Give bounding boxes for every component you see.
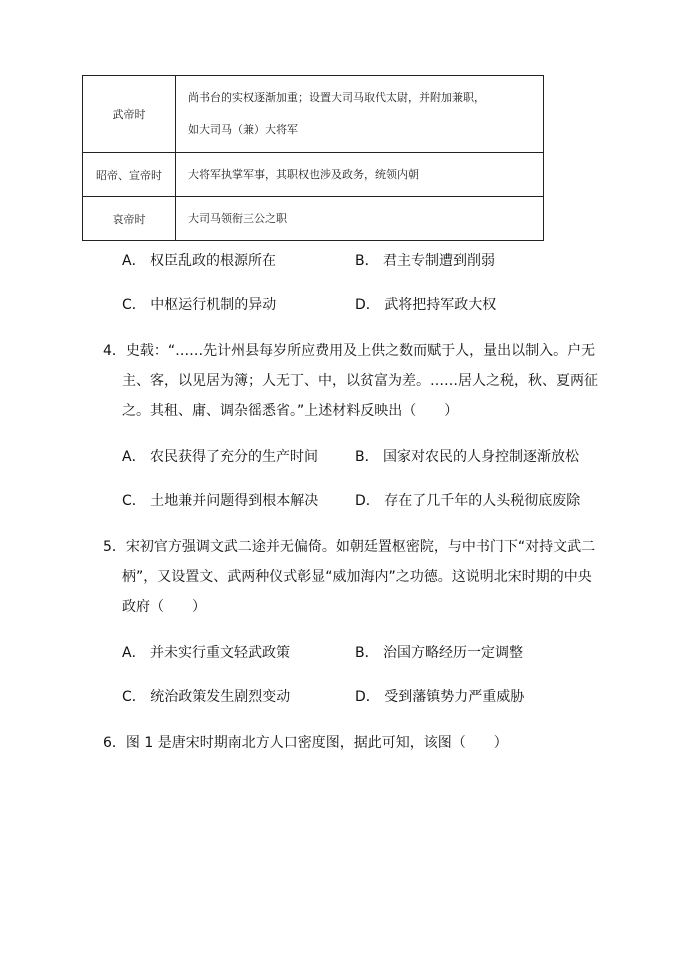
q4-stem-line: 4．史载：“……先计州县每岁所应费用及上供之数而赋于人，量出以制入。户无 bbox=[103, 343, 596, 359]
q4-option-d[interactable]: D． 存在了几千年的人头税彻底废除 bbox=[355, 493, 581, 509]
q5-option-c[interactable]: C． 统治政策发生剧烈变动 bbox=[122, 689, 291, 705]
history-table bbox=[82, 75, 544, 241]
desc-cell bbox=[176, 153, 544, 197]
desc-line: 大将军执掌军事，其职权也涉及政务，统领内朝 bbox=[188, 167, 419, 181]
era-cell: 哀帝时 bbox=[83, 197, 176, 241]
desc-line: 如大司马（兼）大将军 bbox=[188, 123, 298, 136]
q4-option-c[interactable]: C． 土地兼并问题得到根本解决 bbox=[122, 493, 319, 509]
table-row bbox=[83, 76, 544, 153]
q3-option-b[interactable]: B． 君主专制遭到削弱 bbox=[355, 253, 496, 269]
q5-stem-line: 5．宋初官方强调文武二途并无偏倚。如朝廷置枢密院，与中书门下“对持文武二 bbox=[103, 539, 596, 555]
q5-option-b[interactable]: B． 治国方略经历一定调整 bbox=[355, 645, 524, 661]
q5-stem-line: 柄”，又设置文、武两种仪式彰显“威加海内”之功德。这说明北宋时期的中央 bbox=[122, 569, 592, 585]
q6-stem-line: 6．图 1 是唐宋时期南北方人口密度图，据此可知，该图（ ） bbox=[103, 735, 508, 751]
q4-stem-line: 之。其租、庸、调杂徭悉省。”上述材料反映出（ ） bbox=[122, 403, 459, 419]
q4-option-b[interactable]: B． 国家对农民的人身控制逐渐放松 bbox=[355, 449, 580, 465]
table-row bbox=[83, 153, 544, 197]
q3-option-c[interactable]: C． 中枢运行机制的异动 bbox=[122, 297, 277, 313]
q4-option-a[interactable]: A． 农民获得了充分的生产时间 bbox=[122, 449, 319, 465]
q3-option-d[interactable]: D． 武将把持军政大权 bbox=[355, 297, 497, 313]
desc-line: 尚书台的实权逐渐加重；设置大司马取代太尉，并附加兼职， bbox=[188, 91, 485, 104]
q4-stem-line: 主、客，以见居为簿；人无丁、中，以贫富为差。……居人之税，秋、夏两征 bbox=[122, 373, 598, 389]
era-cell: 武帝时 bbox=[83, 76, 176, 153]
era-cell: 昭帝、宣帝时 bbox=[83, 153, 176, 197]
desc-cell bbox=[176, 197, 544, 241]
desc-line: 大司马领衔三公之职 bbox=[188, 211, 287, 225]
table-row bbox=[83, 197, 544, 241]
q5-option-d[interactable]: D． 受到藩镇势力严重威胁 bbox=[355, 689, 525, 705]
desc-cell bbox=[176, 76, 544, 153]
q3-option-a[interactable]: A． 权臣乱政的根源所在 bbox=[122, 253, 277, 269]
q5-stem-line: 政府（ ） bbox=[122, 599, 206, 615]
q5-option-a[interactable]: A． 并未实行重文轻武政策 bbox=[122, 645, 291, 661]
